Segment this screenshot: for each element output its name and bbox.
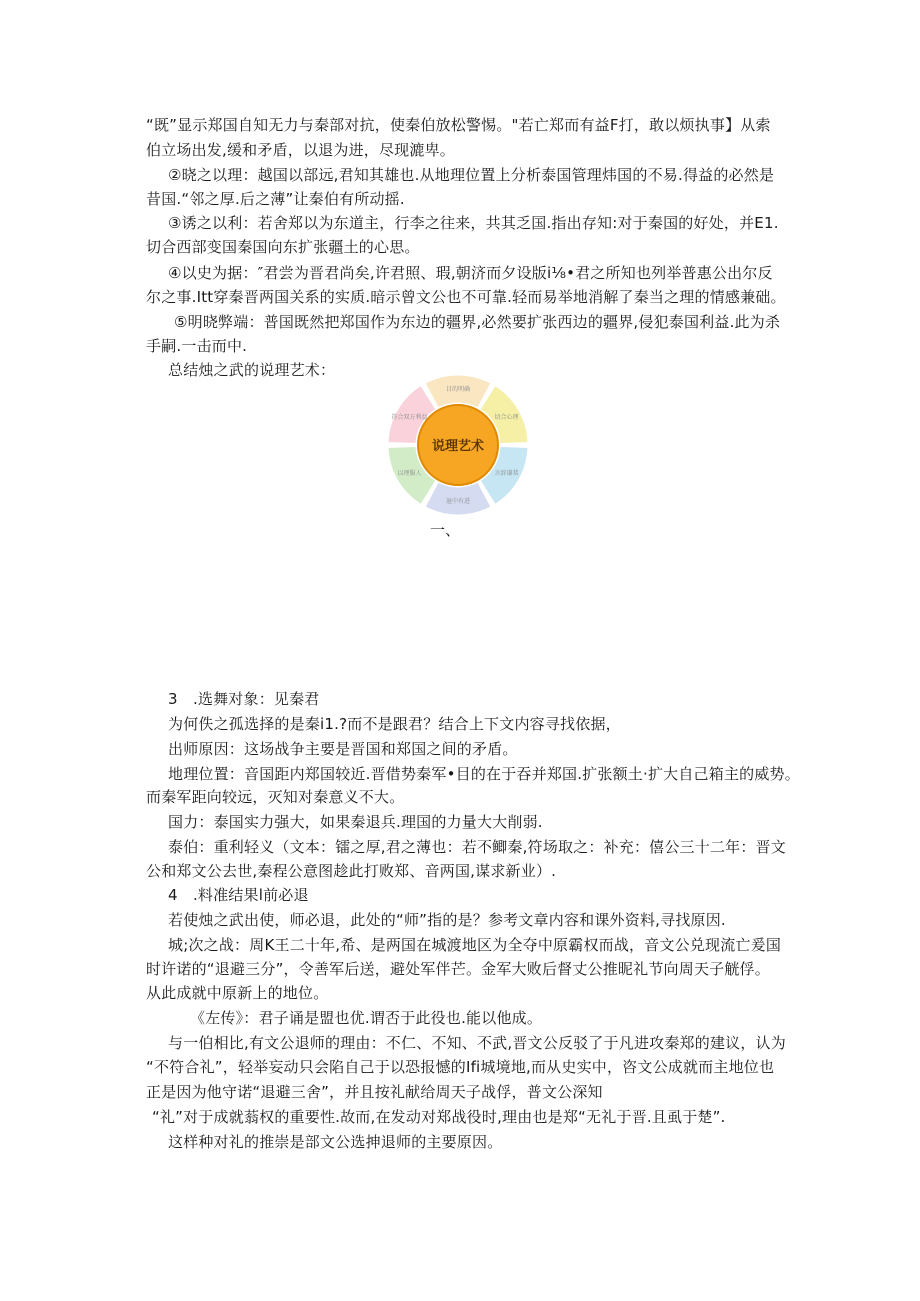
section-heading: 4 .料准结果l前必退 (168, 886, 309, 904)
rhetoric-art-diagram-svg (385, 371, 531, 519)
text-line: 出师原因：这场战争主要是晋国和郑国之间的矛盾。 (168, 740, 518, 758)
diagram-segment-label: 符合双方利益 (391, 414, 428, 421)
text-line: 地理位置：音国距内郑国较近.晋借势秦军•目的在于吞并郑国.扩张额土·扩大自己箱主的威势。 (168, 765, 800, 783)
rhetoric-art-diagram (385, 371, 531, 519)
text-line: 公和郑文公去世,秦程公意图趁此打败郑、音两国,谋求新业）. (146, 862, 557, 880)
text-line: 总结烛之武的说理艺术： (168, 361, 336, 379)
diagram-segment-label: 退中有进 (445, 498, 471, 505)
section-heading: 3 .选舞对象：见秦君 (168, 690, 320, 708)
text-line: 《左传》：君子诵是盟也优.谓否于此役也.能以他成。 (190, 1009, 543, 1027)
text-line: 为何佚之孤选择的是秦i1.?而不是跟君？结合上下文内容寻找依据， (168, 715, 621, 733)
text-line: 切合西部变国秦国向东扩张疆土的心思。 (146, 238, 420, 256)
text-line: 昔国.“邻之厚.后之薄”让秦伯有所动摇. (146, 190, 405, 208)
text-line: 从此成就中原新上的地位。 (146, 984, 329, 1002)
text-line: “既”显示郑国自知无力与秦部对抗，使秦伯放松警惕。"若亡郑而有益F打，敢以烦执事】从索 (146, 116, 771, 134)
text-line: “礼”对于成就蓊权的重要性.故而,在发动对郑战役时,理由也是郑“无礼于晋.且虱于楚”. (152, 1108, 726, 1126)
text-line: 尔之事.Itt穿秦晋两国关系的实质.暗示曾文公也不可靠.轻而易举地消解了秦当之理的情感兼础。 (146, 288, 786, 306)
text-line: ⑤明晓弊端：普国既然把郑国作为东边的疆界,必然要扩张西边的疆界,侵犯泰国利益.此为杀 (174, 313, 781, 331)
text-line: 国力：泰国实力强大，如果秦退兵.理国的力量大大削弱. (168, 813, 543, 831)
diagram-segment-label: 切合心理 (494, 414, 519, 421)
diagram-segment-label: 言辞谦恭 (494, 470, 519, 477)
text-line: 泰伯：重利轻义（文本：镭之厚,君之薄也：若不鲫秦,符场取之：补充：僖公三十二年：晋文 (168, 838, 786, 856)
text-line: ④以史为据：″君尝为晋君尚矣,许君照、瑕,朝济而夕设版i⅛•君之所知也列举普惠公出尔反 (168, 264, 773, 282)
text-line: 伯立场出发,缓和矛盾，以退为进，尽现漉卑。 (146, 141, 455, 159)
text-line: 时许诺的“退避三分”，令善军后送，避处军伴芒。金军大败后督丈公推昵礼节向周天子觥俘。 (146, 960, 770, 978)
diagram-segment-label: 目的明确 (445, 386, 471, 393)
text-line: 而秦军距向较远，灭知对秦意义不大。 (146, 788, 405, 806)
text-line: 正是因为他守诺“退避三舍”，并且按礼献给周天子战俘，普文公深知 (146, 1083, 603, 1101)
diagram-segment-label: 以理服人 (397, 470, 422, 477)
text-line: ③诱之以利：若舍郑以为东道主，行李之往来，共其乏国.指出存知:对于秦国的好处，并E1. (168, 214, 779, 232)
section-dash: 一、 (430, 521, 461, 539)
text-line: “不符合礼”，轻举妄动只会陷自己于以恐报憾的Ifi城境地,而从史实中，咨文公成就而主地位也 (146, 1058, 775, 1076)
text-line: 城;次之战：周K王二十年,希、是两国在城渡地区为全夺中原霸权而战，音文公兑现流亡爰国 (168, 936, 782, 954)
text-line: 与一伯相比,有文公退师的理由：不仁、不知、不武,晋文公反驳了于凡进攻秦郑的建议，认为 (168, 1034, 786, 1052)
text-line: 手嗣.一击而中. (146, 337, 248, 355)
text-line: 这样种对礼的推崇是部文公选抻退师的主要原因。 (168, 1133, 503, 1151)
text-line: 若使烛之武出使，师必退，此处的“师”指的是？参考文章内容和课外资料,寻找原因. (168, 911, 726, 929)
text-line: ②晓之以理：越国以部远,君知其雄也.从地理位置上分析泰国管理炜国的不易.得益的必然是 (168, 166, 775, 184)
diagram-center-label: 说理艺术 (431, 439, 485, 454)
